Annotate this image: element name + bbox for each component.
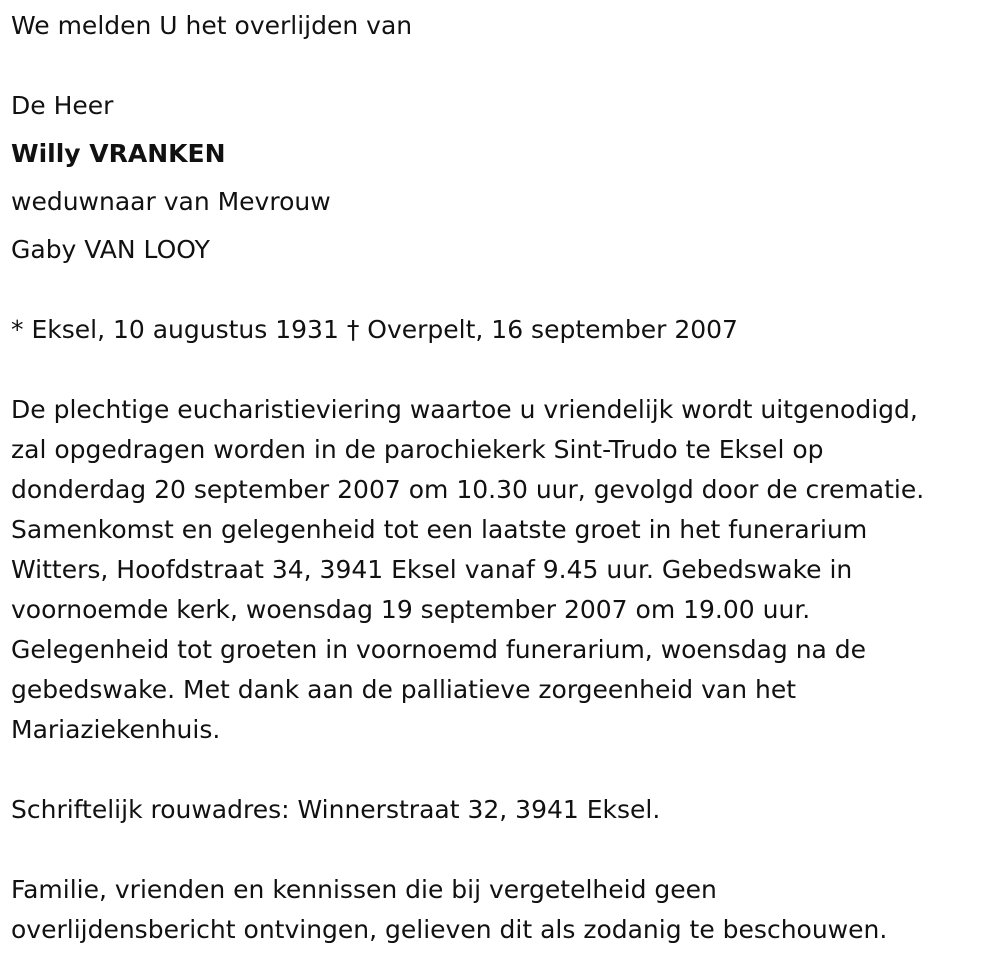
ceremony-line: donderdag 20 september 2007 om 10.30 uur, gevolgd door de crematie. — [11, 475, 925, 504]
honorific: De Heer — [11, 91, 114, 120]
ceremony-paragraph — [11, 390, 996, 750]
ceremony-line: Mariaziekenhuis. — [11, 715, 221, 744]
closing-line: Familie, vrienden en kennissen die bij vergetelheid geen — [11, 875, 717, 904]
intro-text: We melden U het overlijden van — [11, 11, 413, 40]
death-notice — [11, 0, 996, 950]
ceremony-line: zal opgedragen worden in de parochiekerk Sint-Trudo te Eksel op — [11, 435, 824, 464]
relation-line-2: Gaby VAN LOOY — [11, 235, 210, 264]
closing-paragraph — [11, 870, 996, 950]
ceremony-line: gebedswake. Met dank aan de palliatieve zorgeenheid van het — [11, 675, 797, 704]
ceremony-line: Gelegenheid tot groeten in voornoemd funerarium, woensdag na de — [11, 635, 867, 664]
ceremony-line: voornoemde kerk, woensdag 19 september 2007 om 19.00 uur. — [11, 595, 811, 624]
ceremony-line: Samenkomst en gelegenheid tot een laatste groet in het funerarium — [11, 515, 868, 544]
ceremony-line: Witters, Hoofdstraat 34, 3941 Eksel vanaf 9.45 uur. Gebedswake in — [11, 555, 853, 584]
ceremony-line: De plechtige eucharistieviering waartoe u vriendelijk wordt uitgenodigd, — [11, 395, 918, 424]
relation-line-1: weduwnaar van Mevrouw — [11, 187, 331, 216]
closing-line: overlijdensbericht ontvingen, gelieven dit als zodanig te beschouwen. — [11, 915, 888, 944]
deceased-name: Willy VRANKEN — [11, 139, 226, 168]
birth-death-dates: * Eksel, 10 augustus 1931 † Overpelt, 16 september 2007 — [11, 315, 738, 344]
mourning-address: Schriftelijk rouwadres: Winnerstraat 32, 3941 Eksel. — [11, 795, 661, 824]
